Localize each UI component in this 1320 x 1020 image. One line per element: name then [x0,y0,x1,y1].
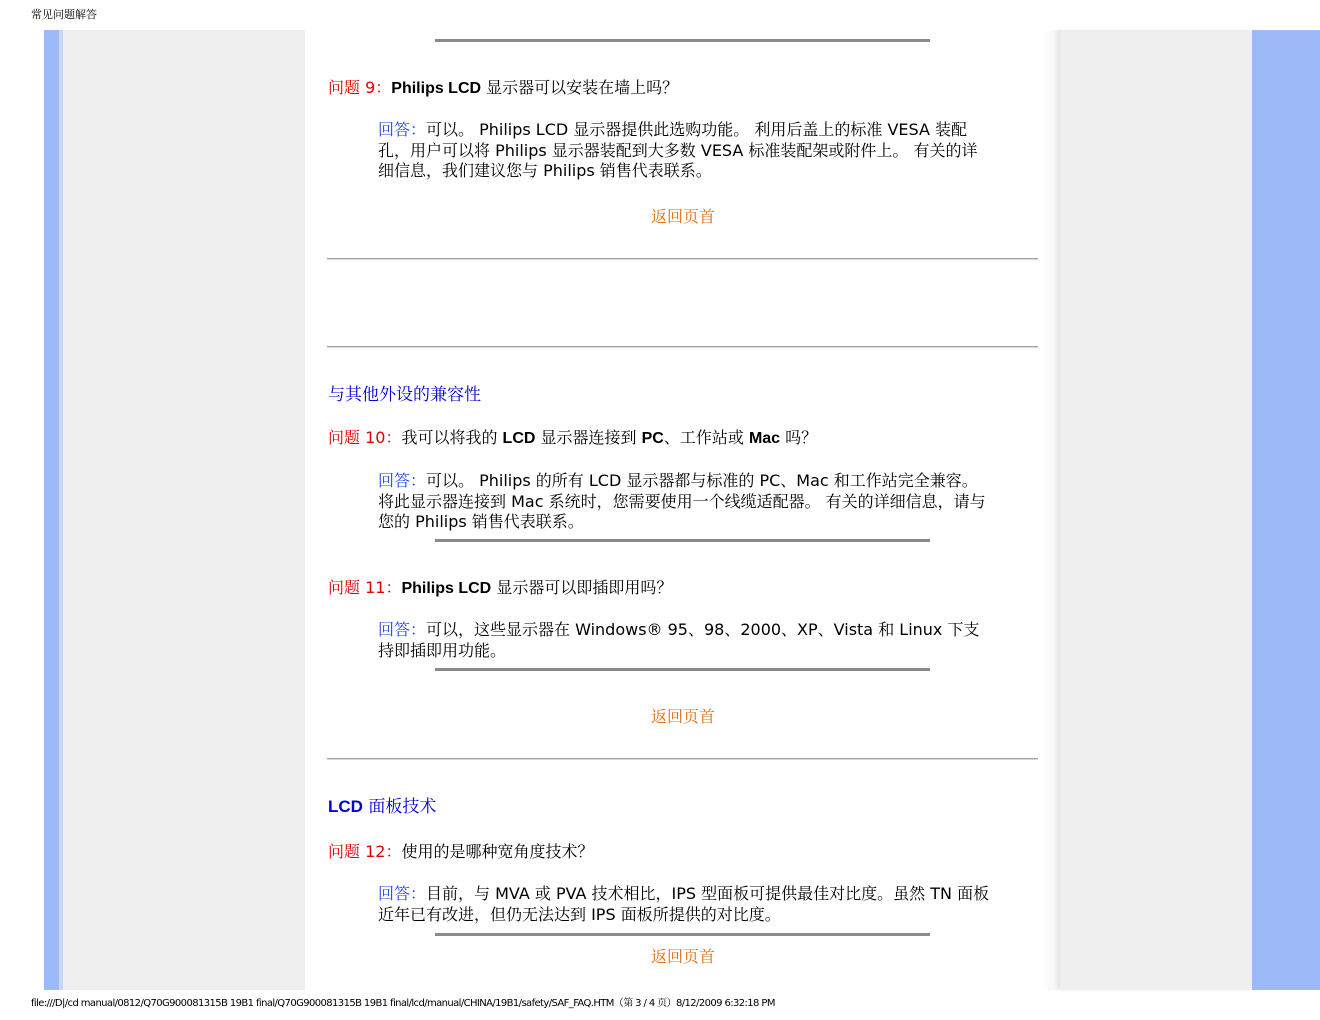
question-bold-lcd: LCD [502,430,536,447]
question-label: 问题 11： [328,578,402,597]
question-bold-pc: PC [641,430,664,447]
divider-long [327,346,1038,348]
question-text: 、工作站或 [663,428,749,447]
document-title: 常见问题解答 [31,8,97,21]
answer-label: 回答： [378,471,427,490]
footer-file-path: file:///D|/cd manual/0812/Q70G900081315B 19B1 final/Q70G900081315B 19B1 final/lcd/manual/CHINA/19B1/safety/SAF_FAQ.HTM（第 3 / 4 页）8/12/2009 6:32:18 PM [31,998,775,1009]
divider-short [435,39,930,42]
question-brand: Philips LCD [401,580,492,597]
answer-label: 回答： [378,120,427,139]
question-text: 显示器连接到 [535,428,642,447]
question-11 [328,575,672,598]
answer-text: 可以，这些显示器在 Windows® 95、98、2000、XP、Vista 和 Linux 下支持即插即用功能。 [378,620,980,660]
answer-11 [378,620,990,661]
left-gray-margin [63,30,305,990]
divider-short [435,539,930,542]
back-to-top-link[interactable]: 返回页首 [651,947,716,966]
back-to-top-link[interactable]: 返回页首 [651,207,716,226]
question-text: 我可以将我的 [401,428,503,447]
question-bold-mac: Mac [748,430,781,447]
question-brand: Philips LCD [391,80,482,97]
answer-label: 回答： [378,620,427,639]
answer-9 [378,120,990,182]
right-blue-band [1252,30,1320,990]
question-text: 显示器可以即插即用吗？ [491,578,673,597]
question-text: 使用的是哪种宽角度技术？ [401,842,594,861]
question-text: 显示器可以安装在墙上吗？ [481,78,679,97]
divider-short [435,933,930,936]
answer-text: 目前，与 MVA 或 PVA 技术相比，IPS 型面板可提供最佳对比度。虽然 TN 面板近年已有改进，但仍无法达到 IPS 面板所提供的对比度。 [378,884,990,924]
question-label: 问题 9： [328,78,392,97]
question-text: 吗？ [780,428,818,447]
section-heading-lcd-panel [328,792,436,817]
divider-long [327,258,1038,260]
right-gray-margin [1060,30,1252,990]
answer-10 [378,471,990,533]
section-heading-bold: LCD [328,797,363,816]
left-blue-band [44,30,59,990]
divider-short [435,668,930,671]
back-to-top-link[interactable]: 返回页首 [651,707,716,726]
question-label: 问题 10： [328,428,402,447]
question-12 [328,839,593,862]
section-heading-text: 面板技术 [362,797,437,817]
answer-label: 回答： [378,884,427,903]
question-label: 问题 12： [328,842,402,861]
question-10 [328,425,817,448]
divider-long [327,758,1038,760]
answer-text: 可以。 Philips 的所有 LCD 显示器都与标准的 PC、Mac 和工作站完全兼容。将此显示器连接到 Mac 系统时，您需要使用一个线缆适配器。 有关的详细信息，请与您的 Philips 销售代表联系。 [378,471,986,531]
section-heading-compatibility: 与其他外设的兼容性 [328,385,481,405]
content-right-shadow [1042,30,1060,990]
question-9 [328,75,678,98]
answer-12 [378,884,990,925]
answer-text: 可以。 Philips LCD 显示器提供此选购功能。 利用后盖上的标准 VESA 装配孔，用户可以将 Philips 显示器装配到大多数 VESA 标准装配架或附件上。 有关的详细信息，我们建议您与 Philips 销售代表联系。 [378,120,978,180]
